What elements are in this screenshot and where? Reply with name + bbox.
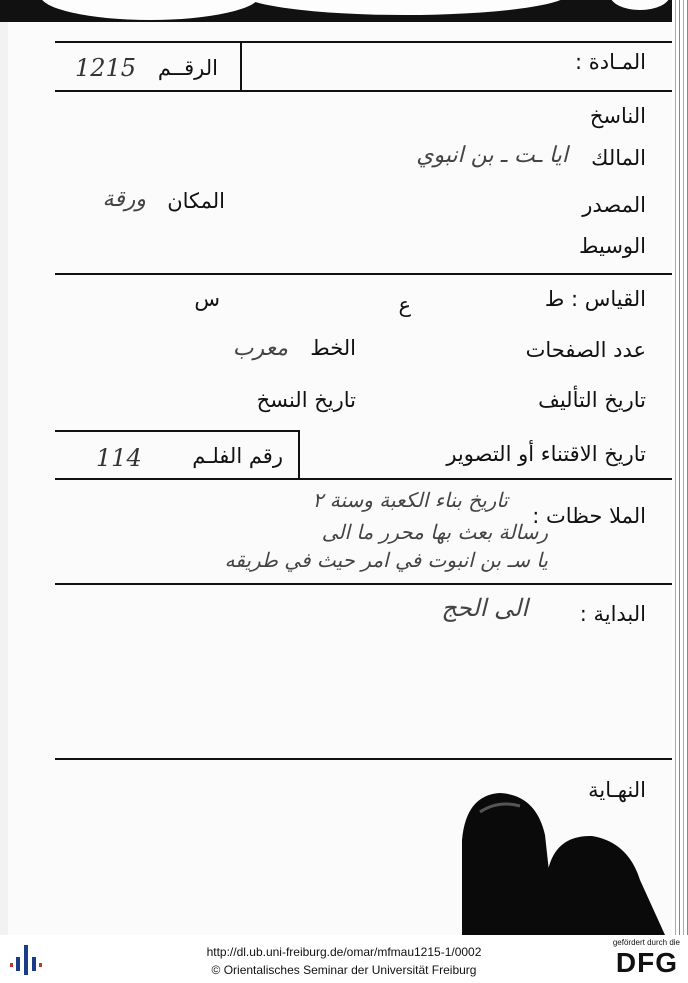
copyist-label: الناسخ [589, 104, 646, 128]
copy-date-label: تاريخ النسخ [256, 388, 356, 412]
size-sin: س [194, 287, 220, 311]
acquisition-label: تاريخ الاقتناء أو التصوير [446, 442, 646, 466]
owner-value: ايا ـت ـ بن انبوي [416, 143, 568, 168]
intermediary-label: الوسيط [579, 234, 646, 258]
source-label: المصدر [582, 193, 646, 217]
number-value: 1215 [75, 54, 137, 82]
dfg-funding-text: gefördert durch die [612, 938, 680, 947]
size-ain: ع [398, 293, 411, 317]
beginning-value: الى الحج [441, 594, 528, 622]
source-url: http://dl.ub.uni-freiburg.de/omar/mfmau1215-1/0002 [206, 945, 482, 959]
end-label: النهـاية [588, 778, 646, 802]
size-label: القياس : ط [544, 287, 646, 311]
copyright-text: © Orientalisches Seminar der Universität Freiburg [211, 963, 477, 977]
owner-label: المالك [591, 146, 646, 170]
notes-line-2: رسالة بعث بها محرر ما الى [321, 520, 548, 544]
footer [0, 935, 688, 983]
subject-label: المـادة : [574, 50, 646, 74]
dfg-logo: DFG [615, 947, 678, 978]
place-value: ورقة [102, 187, 146, 212]
composition-date-label: تاريخ التأليف [538, 388, 646, 412]
script-value: معرب [232, 336, 288, 361]
place-label: المكان [167, 189, 225, 213]
pages-label: عدد الصفحات [525, 338, 646, 362]
number-label: الرقــم [157, 56, 218, 80]
notes-line-1: تاريخ بناء الكعبة وسنة ٢ [312, 488, 508, 512]
film-number-label: رقم الفلـم [192, 444, 283, 468]
film-number-value: 114 [96, 444, 142, 472]
notes-line-3: يا سـ بن انبوت في امر حيث في طريقه [224, 548, 548, 572]
notes-label: الملا حظات : [532, 504, 646, 528]
script-label: الخط [310, 336, 356, 360]
beginning-label: البداية : [579, 602, 646, 626]
